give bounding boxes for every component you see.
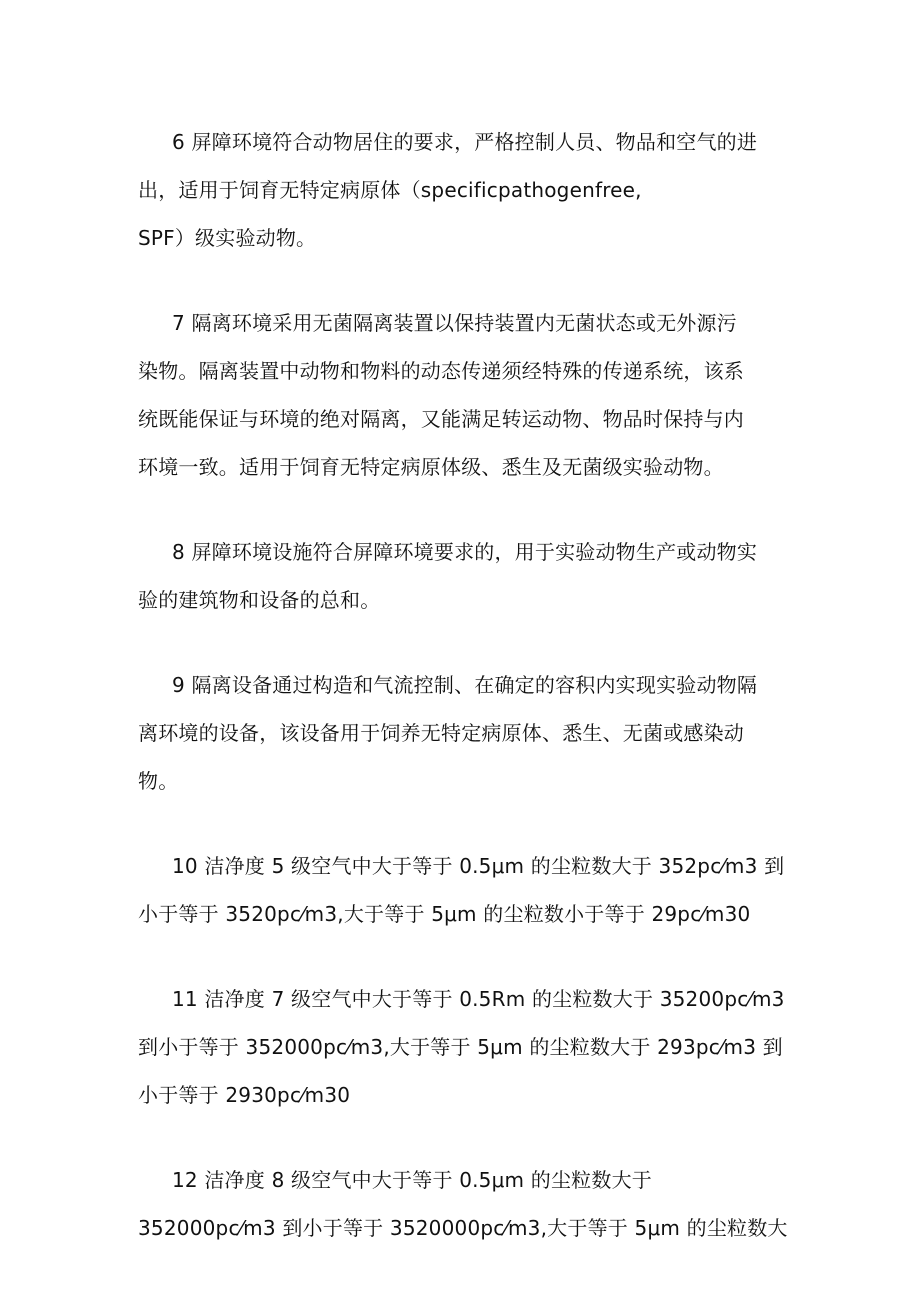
- text-line: 11 洁净度 7 级空气中大于等于 0.5Rm 的尘粒数大于 35200pc⁄m3: [172, 987, 785, 1011]
- paragraph-8: [138, 528, 786, 624]
- text-line: 出，适用于饲育无特定病原体（specificpathogenfree,: [138, 178, 642, 202]
- paragraph-10: [138, 842, 786, 938]
- text-line: 离环境的设备，该设备用于饲养无特定病原体、悉生、无菌或感染动: [138, 721, 744, 745]
- text-line: SPF）级实验动物。: [138, 226, 317, 250]
- text-line: 染物。隔离装置中动物和物料的动态传递须经特殊的传递系统，该系: [138, 359, 744, 383]
- text-line: 小于等于 2930pc⁄m30: [138, 1083, 351, 1107]
- paragraph-11: [138, 975, 786, 1119]
- paragraph-6: [138, 118, 786, 262]
- text-line: 10 洁净度 5 级空气中大于等于 0.5μm 的尘粒数大于 352pc⁄m3 到: [172, 854, 785, 878]
- text-line: 8 屏障环境设施符合屏障环境要求的，用于实验动物生产或动物实: [172, 540, 758, 564]
- text-line: 到小于等于 352000pc⁄m3,大于等于 5μm 的尘粒数大于 293pc⁄m3 到: [138, 1035, 783, 1059]
- text-line: 12 洁净度 8 级空气中大于等于 0.5μm 的尘粒数大于: [172, 1168, 652, 1192]
- text-line: 352000pc⁄m3 到小于等于 3520000pc⁄m3,大于等于 5μm 的尘粒数大: [138, 1216, 788, 1240]
- text-line: 验的建筑物和设备的总和。: [138, 588, 381, 612]
- paragraph-12: [138, 1156, 786, 1252]
- text-line: 9 隔离设备通过构造和气流控制、在确定的容积内实现实验动物隔: [172, 673, 758, 697]
- paragraph-9: [138, 661, 786, 805]
- text-line: 环境一致。适用于饲育无特定病原体级、悉生及无菌级实验动物。: [138, 455, 724, 479]
- document-body: [138, 118, 786, 1289]
- text-line: 6 屏障环境符合动物居住的要求，严格控制人员、物品和空气的进: [172, 130, 758, 154]
- text-line: 7 隔离环境采用无菌隔离装置以保持装置内无菌状态或无外源污: [172, 311, 737, 335]
- text-line: 物。: [138, 769, 179, 793]
- text-line: 小于等于 3520pc⁄m3,大于等于 5μm 的尘粒数小于等于 29pc⁄m30: [138, 902, 751, 926]
- paragraph-7: [138, 299, 786, 491]
- text-line: 统既能保证与环境的绝对隔离，又能满足转运动物、物品时保持与内: [138, 407, 744, 431]
